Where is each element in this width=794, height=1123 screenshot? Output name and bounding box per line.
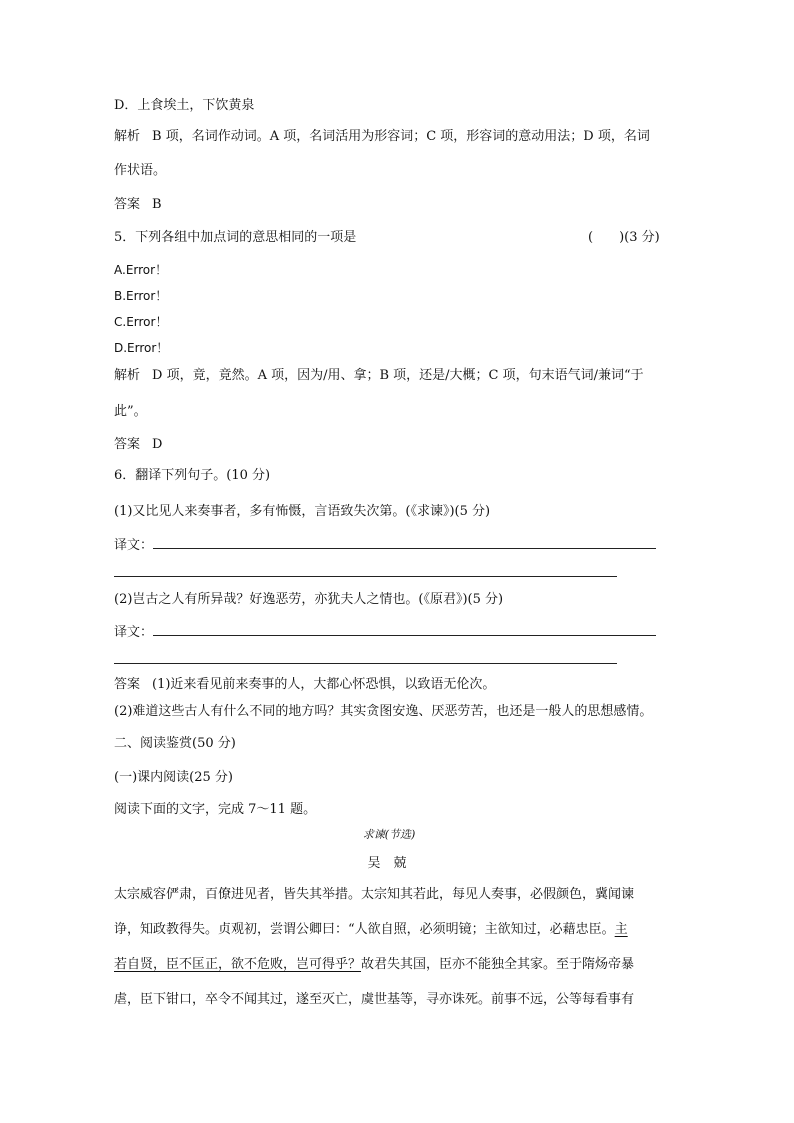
q5-option-a: A.Error！ bbox=[114, 263, 168, 277]
q5-answer bbox=[114, 436, 162, 454]
passage-title: 求谏(节选) bbox=[362, 828, 416, 841]
q5-analysis bbox=[114, 367, 644, 385]
passage-line-3 bbox=[114, 956, 634, 974]
analysis-tag: 解析 bbox=[114, 368, 141, 383]
q6-translate-1 bbox=[114, 536, 656, 555]
answer-blank bbox=[153, 536, 656, 549]
q5-option-c: C.Error！ bbox=[114, 315, 168, 329]
q4-analysis-line2: 作状语。 bbox=[114, 163, 167, 178]
q6-answer-2: (2)难道这些古人有什么不同的地方吗？其实贪图安逸、厌恶劳苦，也还是一般人的思想感情。 bbox=[114, 704, 653, 719]
passage-line-2 bbox=[114, 921, 628, 939]
q5-score: ( )(3 分) bbox=[588, 230, 660, 245]
q4-answer bbox=[114, 196, 162, 214]
q5-analysis-line1: D 项，竟，竟然。A 项，因为/用、拿；B 项，还是/大概；C 项，句末语气词/兼词“于 bbox=[152, 368, 644, 383]
passage-author: 吴 兢 bbox=[367, 856, 407, 871]
answer-tag: 答案 bbox=[114, 437, 141, 452]
q4-analysis-line1: B 项，名词作动词。A 项，名词活用为形容词；C 项，形容词的意动用法；D 项，名词 bbox=[152, 129, 650, 144]
q4-answer-value: B bbox=[152, 197, 162, 212]
q5-option-d: D.Error！ bbox=[114, 341, 169, 355]
passage-line-1: 太宗威容俨肃，百僚进见者，皆失其举措。太宗知其若此，每见人奏事，必假颜色，冀闻谏 bbox=[114, 887, 635, 902]
translate-label: 译文： bbox=[114, 538, 154, 553]
q5-option-b: B.Error！ bbox=[114, 289, 168, 303]
underlined-text: 主 bbox=[614, 922, 628, 937]
q6-answer-1-text: (1)近来看见前来奏事的人，大都心怀恐惧，以致语无伦次。 bbox=[152, 677, 496, 692]
q4-option-d: D．上食埃土，下饮黄泉 bbox=[114, 98, 255, 113]
answer-blank-line bbox=[114, 576, 617, 577]
answer-tag: 答案 bbox=[114, 197, 141, 212]
section-heading: 二、阅读鉴赏(50 分) bbox=[114, 736, 236, 751]
passage-line-2-text: 诤，知政教得失。贞观初，尝谓公卿曰：“人欲自照，必须明镜；主欲知过，必藉忠臣。 bbox=[114, 922, 615, 937]
section-subheading: (一)课内阅读(25 分) bbox=[114, 770, 233, 785]
answer-tag: 答案 bbox=[114, 677, 141, 692]
q4-analysis bbox=[114, 128, 650, 146]
answer-blank-line bbox=[114, 663, 617, 664]
analysis-tag: 解析 bbox=[114, 129, 141, 144]
q5-stem: 5．下列各组中加点词的意思相同的一项是 bbox=[114, 230, 357, 245]
q6-stem: 6．翻译下列句子。(10 分) bbox=[114, 468, 271, 483]
answer-blank bbox=[153, 623, 656, 636]
q6-sentence-2: (2)岂古之人有所异哉？好逸恶劳，亦犹夫人之情也。(《原君》)(5 分) bbox=[114, 592, 504, 607]
translate-label: 译文： bbox=[114, 625, 154, 640]
q6-answer-1 bbox=[114, 676, 495, 694]
passage-line-4: 虐，臣下钳口，卒令不闻其过，遂至灭亡，虞世基等，寻亦诛死。前事不远，公等每看事有 bbox=[114, 992, 635, 1007]
q6-sentence-1: (1)又比见人来奏事者，多有怖慑，言语致失次第。(《求谏》)(5 分) bbox=[114, 504, 491, 519]
underlined-text: 若自贤，臣不匡正，欲不危败，岂可得乎？ bbox=[114, 957, 362, 972]
passage-line-3-text: 故君失其国，臣亦不能独全其家。至于隋炀帝暴 bbox=[361, 957, 635, 972]
q6-translate-2 bbox=[114, 623, 656, 642]
reading-instruction: 阅读下面的文字，完成 7～11 题。 bbox=[114, 802, 317, 817]
q5-answer-value: D bbox=[152, 437, 163, 452]
q5-analysis-line2: 此”。 bbox=[114, 404, 147, 419]
